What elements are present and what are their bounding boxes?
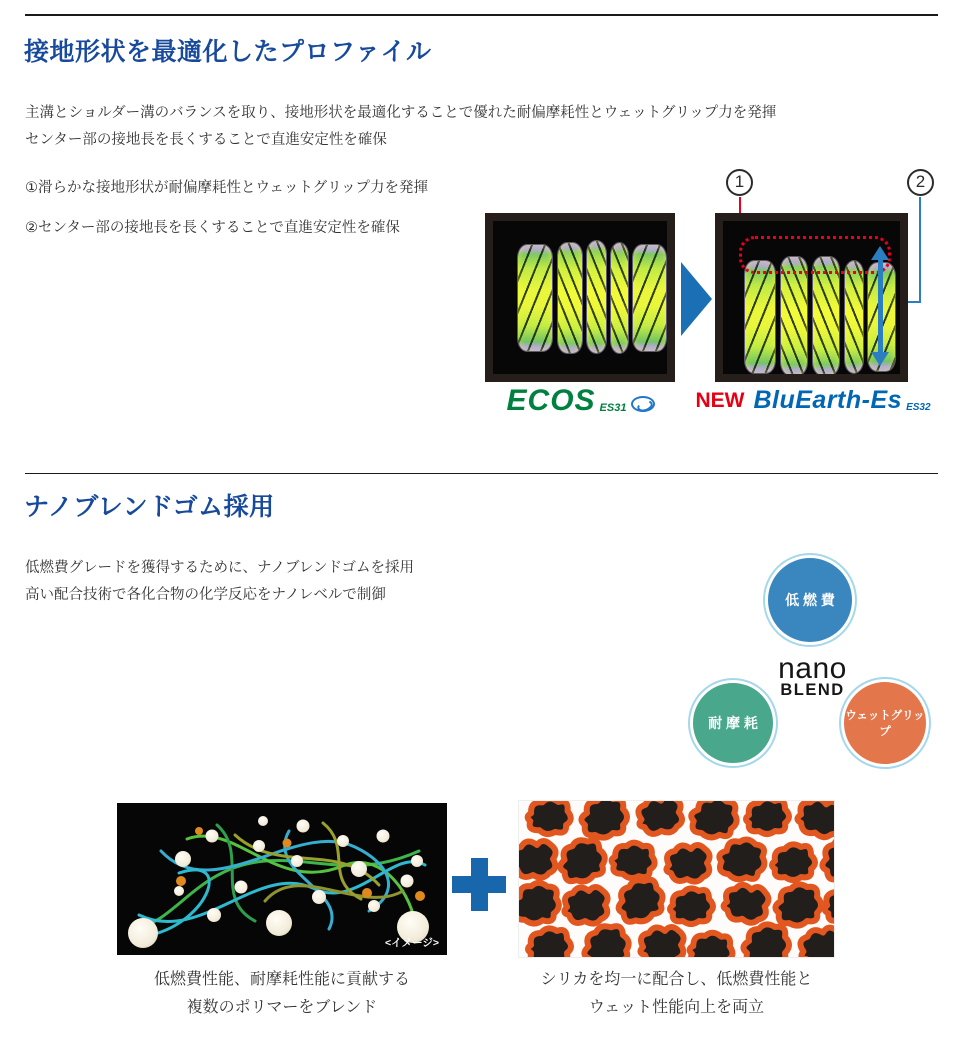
new-badge-text: NEW — [695, 389, 745, 412]
tread-rib — [518, 245, 552, 351]
polymer-caption-line2: 複数のポリマーをブレンド — [186, 999, 378, 1016]
nano-circle-fuel-label: 低 燃 費 — [785, 592, 835, 608]
section1-body-line1: 主溝とショルダー溝のバランスを取り、接地形状を最適化することで優れた耐偏摩耗性とウェットグリップ力を発揮 — [25, 105, 777, 121]
right-arrow-icon — [681, 262, 712, 336]
bluearth-logo — [693, 388, 933, 413]
section1-heading: 接地形状を最適化したプロファイル — [24, 38, 432, 66]
polymer-caption — [117, 966, 447, 1022]
ecos-model-text: ES31 — [599, 402, 627, 414]
eco-mark-icon — [631, 396, 655, 412]
figure-marker-2: 2 — [907, 169, 934, 196]
section2-heading: ナノブレンドゴム採用 — [24, 493, 275, 521]
section1-point2: ②センター部の接地長を長くすることで直進安定性を確保 — [25, 220, 400, 236]
tread-rib — [633, 245, 666, 351]
plus-icon — [471, 858, 488, 911]
tread-rib — [587, 241, 606, 353]
top-divider — [25, 14, 938, 16]
nano-circle-wetgrip-label: ウェットグリップ — [845, 710, 925, 738]
figure-marker-1: 1 — [726, 169, 753, 196]
bluearth-brand-text: BluEarth-Es — [753, 386, 903, 414]
nano-circle-wear-label: 耐 摩 耗 — [708, 715, 758, 731]
nano-text: nano — [778, 652, 847, 685]
silica-dispersion-image — [518, 800, 835, 958]
polymer-caption-line1: 低燃費性能、耐摩耗性能に貢献する — [153, 971, 410, 988]
silica-caption — [518, 966, 835, 1022]
silica-caption-line2: ウェット性能向上を両立 — [588, 999, 765, 1016]
nano-circle-fuel — [765, 555, 855, 645]
ecos-contact-patch-inner — [493, 221, 667, 374]
tread-rib — [745, 261, 775, 373]
bluearth-model-text: ES32 — [906, 402, 931, 413]
section2-body-line2: 高い配合技術で各化合物の化学反応をナノレベルで制御 — [25, 587, 386, 603]
silica-dispersion-illustration — [519, 801, 835, 958]
tread-rib — [558, 243, 582, 353]
tread-rib — [781, 257, 807, 374]
polymer-blend-image — [117, 803, 447, 955]
section1-point1: ①滑らかな接地形状が耐偏摩耗性とウェットグリップ力を発揮 — [25, 180, 429, 196]
contact-area-highlight-box — [739, 236, 891, 274]
ecos-contact-patch-image — [485, 213, 675, 382]
tread-rib — [845, 261, 863, 373]
section2-body-line1: 低燃費グレードを獲得するために、ナノブレンドゴムを採用 — [25, 560, 414, 576]
blend-text: BLEND — [780, 681, 845, 699]
contact-length-arrow-shaft — [878, 258, 883, 354]
tread-rib — [813, 257, 839, 374]
silica-caption-line1: シリカを均一に配合し、低燃費性能と — [540, 971, 813, 988]
polymer-blend-illustration — [117, 803, 447, 955]
ecos-logo — [490, 384, 672, 417]
arrow-down-icon — [871, 352, 889, 366]
arrow-up-icon — [871, 246, 889, 260]
ecos-brand-text: ECOS — [506, 384, 596, 417]
section1-body-line2: センター部の接地長を長くすることで直進安定性を確保 — [25, 132, 387, 148]
nano-blend-wordmark — [760, 652, 865, 700]
section-divider — [25, 473, 938, 474]
image-note: <イメージ> — [385, 937, 439, 949]
tread-rib — [611, 243, 628, 353]
marker2-connector-vline — [919, 197, 921, 303]
